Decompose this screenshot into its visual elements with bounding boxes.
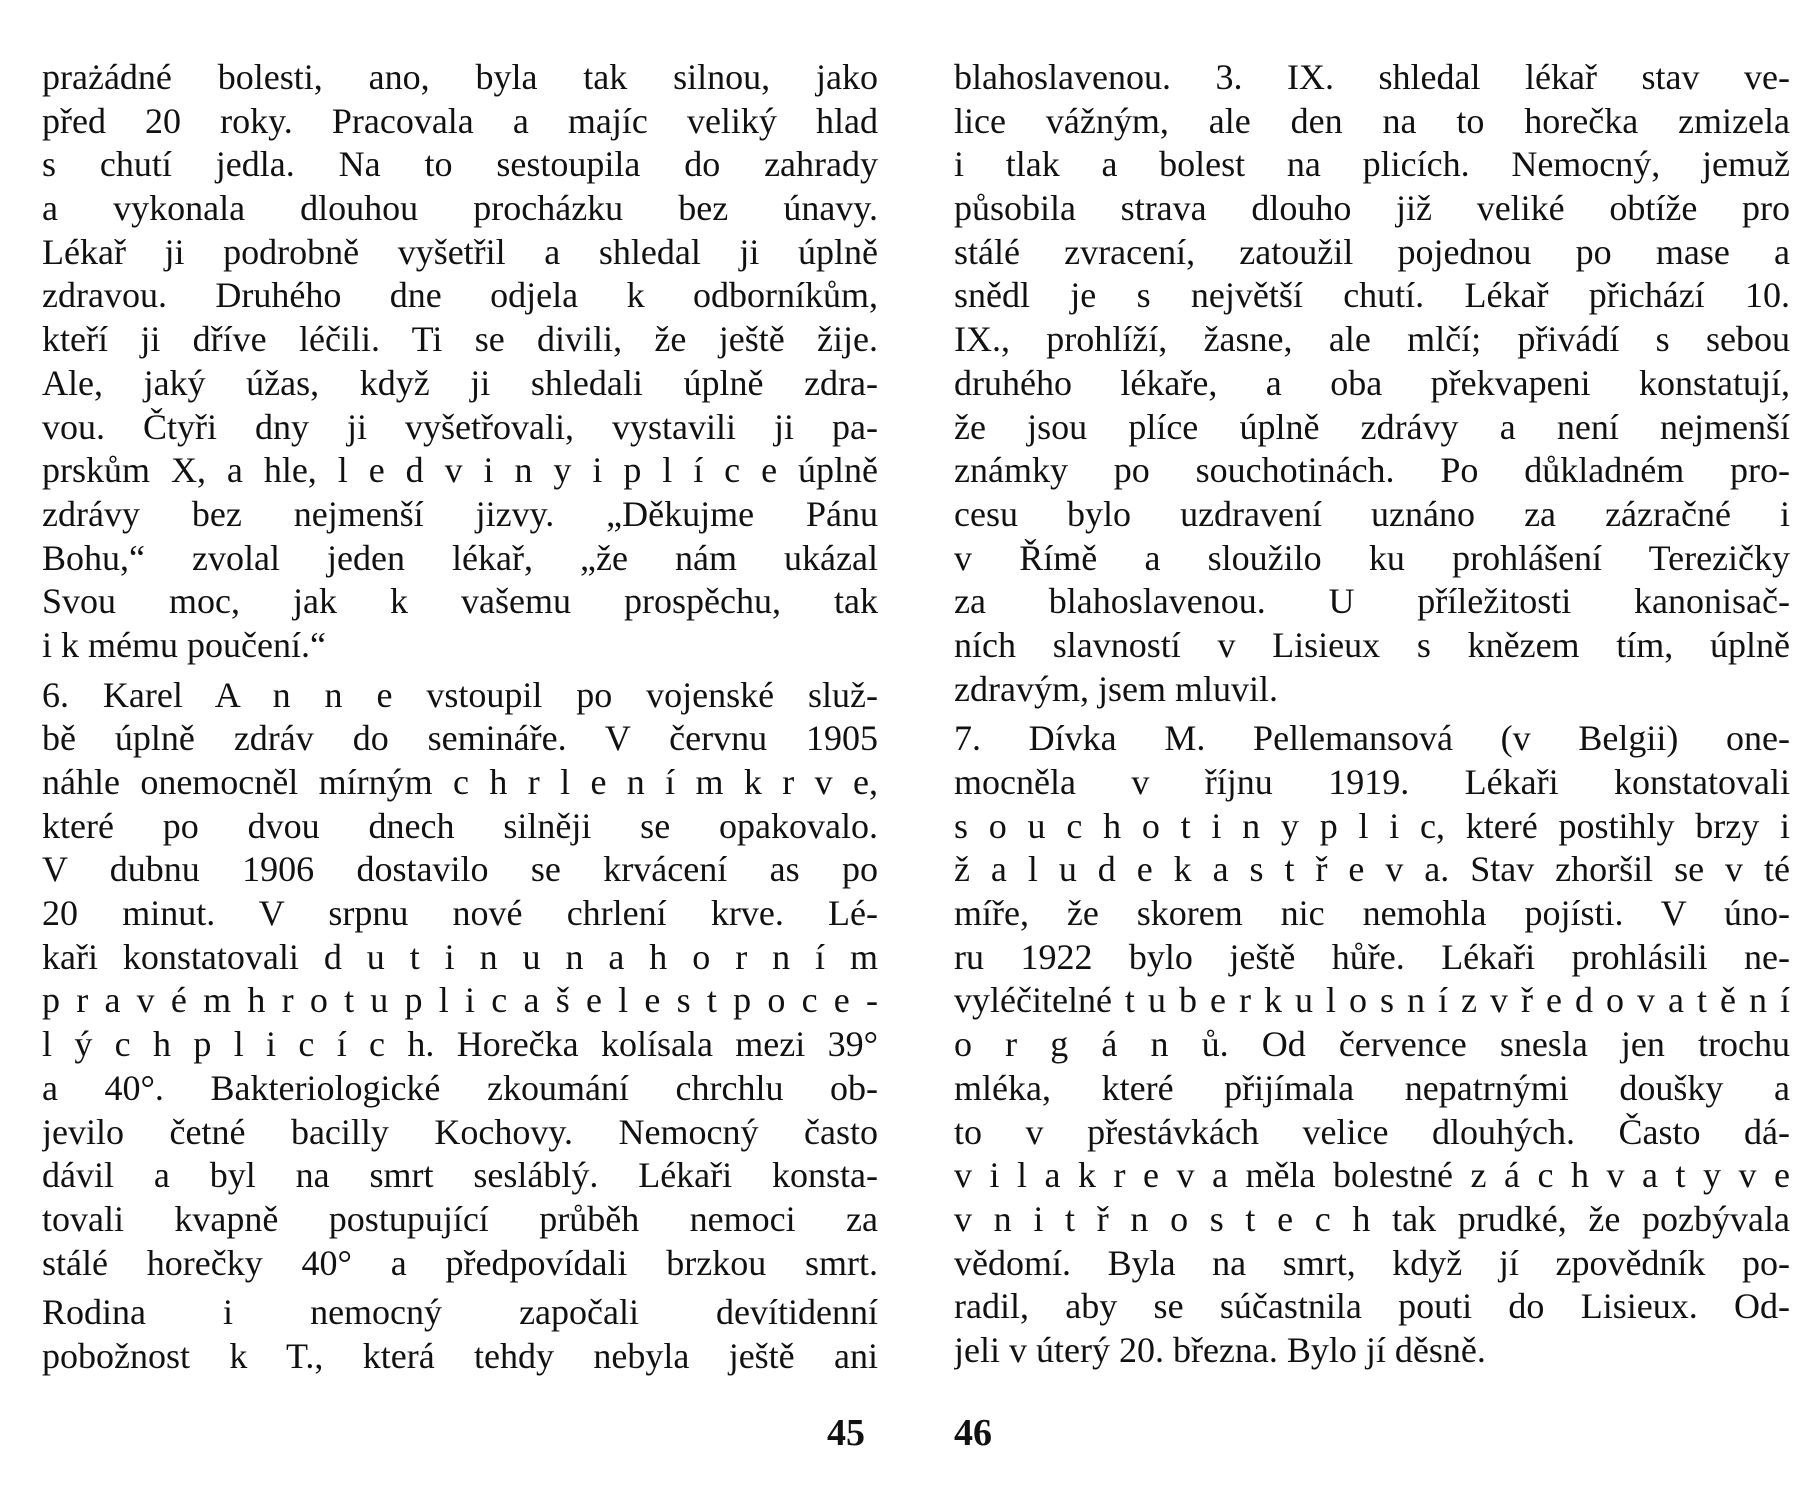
text-line: Bohu,“ zvolal jeden lékař, „že nám ukázal bbox=[42, 537, 878, 578]
text-line: snědl je s největší chutí. Lékař přichází 10. bbox=[954, 275, 1790, 316]
text-line: s o u c h o t i n y p l i c, které postihly brzy i bbox=[954, 805, 1790, 846]
text-line: prażádné bolesti, ano, byla tak silnou, jako bbox=[42, 57, 878, 97]
text-line: jeli v úterý 20. března. Bylo jí děsně. bbox=[954, 1329, 1486, 1370]
text-line: Lékař ji podrobně vyšetřil a shledal ji úplně bbox=[42, 231, 878, 272]
text-line: tovali kvapně postupující průběh nemoci za bbox=[42, 1198, 878, 1239]
left-page-text bbox=[42, 56, 878, 1379]
text-line: ních slavností v Lisieux s knězem tím, úplně bbox=[954, 624, 1790, 665]
text-line: známky po souchotinách. Po důkladném pro- bbox=[954, 450, 1790, 491]
right-page-number: 46 bbox=[954, 1412, 992, 1454]
text-line: náhle onemocněl mírným c h r l e n í m k r v e, bbox=[42, 762, 878, 802]
text-line: ž a l u d e k a s t ř e v a. Stav zhoršil se v té bbox=[954, 849, 1790, 890]
text-line: p r a v é m h r o t u p l i c a š e l e s t p o c e - bbox=[42, 980, 878, 1021]
text-line: lice vážným, ale den na to horečka zmizela bbox=[954, 100, 1790, 141]
text-line: že jsou plíce úplně zdrávy a není nejmenší bbox=[954, 406, 1790, 447]
text-line: jevilo četné bacilly Kochovy. Nemocný často bbox=[42, 1111, 878, 1152]
text-line: radil, aby se súčastnila pouti do Lisieux. Od- bbox=[954, 1286, 1790, 1327]
text-line: l ý c h p l i c í c h. Horečka kolísala mezi 39° bbox=[42, 1024, 878, 1065]
text-line: zdravým, jsem mluvil. bbox=[954, 668, 1278, 709]
text-line: kteří ji dříve léčili. Ti se divili, že ještě žije. bbox=[42, 319, 878, 360]
text-line: před 20 roky. Pracovala a majíc veliký hlad bbox=[42, 100, 878, 141]
text-line: působila strava dlouho již veliké obtíže pro bbox=[954, 188, 1790, 229]
text-line: V dubnu 1906 dostavilo se krvácení as po bbox=[42, 849, 878, 890]
text-line: zdrávy bez nejmenší jizvy. „Děkujme Pánu bbox=[42, 493, 878, 534]
text-line: kaři konstatovali d u t i n u n a h o r n í m bbox=[42, 936, 878, 977]
text-line: Rodina i nemocný započali devítidenní bbox=[42, 1292, 878, 1333]
text-line: i k mému poučení.“ bbox=[42, 624, 326, 665]
text-line: mléka, které přijímala nepatrnými doušky a bbox=[954, 1067, 1790, 1108]
text-line: které po dvou dnech silněji se opakovalo. bbox=[42, 805, 878, 846]
left-page-number: 45 bbox=[827, 1412, 865, 1454]
text-line: vědomí. Byla na smrt, když jí zpovědník po- bbox=[954, 1242, 1790, 1283]
text-line: cesu bylo uzdravení uznáno za zázračné i bbox=[954, 493, 1790, 534]
text-line: pobožnost k T., která tehdy nebyla ještě ani bbox=[42, 1335, 878, 1376]
text-line: bě úplně zdráv do semináře. V červnu 1905 bbox=[42, 718, 878, 759]
text-line: stálé horečky 40° a předpovídali brzkou smrt. bbox=[42, 1242, 878, 1283]
text-line: v n i t ř n o s t e c h tak prudké, že pozbývala bbox=[954, 1198, 1790, 1239]
text-line: ru 1922 bylo ještě hůře. Lékaři prohlásili ne- bbox=[954, 936, 1790, 977]
text-line: míře, že skorem nic nemohla pojísti. V úno- bbox=[954, 893, 1790, 934]
text-line: za blahoslavenou. U příležitosti kanonisač- bbox=[954, 581, 1790, 622]
text-line: blahoslavenou. 3. IX. shledal lékař stav ve- bbox=[954, 57, 1790, 97]
text-line: stálé zvracení, zatoužil pojednou po mase a bbox=[954, 231, 1790, 272]
text-line: to v přestávkách velice dlouhých. Často dá- bbox=[954, 1111, 1790, 1152]
text-line: a 40°. Bakteriologické zkoumání chrchlu ob- bbox=[42, 1067, 878, 1108]
text-line: v i l a k r e v a měla bolestné z á c h v a t y v e bbox=[954, 1155, 1790, 1196]
text-line: zdravou. Druhého dne odjela k odborníkům, bbox=[42, 275, 878, 316]
text-line: i tlak a bolest na plicích. Nemocný, jemuž bbox=[954, 144, 1790, 185]
text-line: druhého lékaře, a oba překvapeni konstatují, bbox=[954, 362, 1790, 403]
text-line: a vykonala dlouhou procházku bez únavy. bbox=[42, 188, 878, 229]
text-line: prskům X, a hle, l e d v i n y i p l í c e úplně bbox=[42, 450, 878, 491]
text-line: dávil a byl na smrt sesláblý. Lékaři konsta- bbox=[42, 1155, 878, 1196]
text-line: s chutí jedla. Na to sestoupila do zahrady bbox=[42, 144, 878, 185]
text-line: 6. Karel A n n e vstoupil po vojenské služ- bbox=[42, 674, 878, 715]
text-line: vyléčitelné t u b e r k u l o s n í z v ř e d o v a t ě n í bbox=[954, 980, 1790, 1021]
text-line: v Římě a sloužilo ku prohlášení Terezičky bbox=[954, 537, 1790, 578]
text-line: Ale, jaký úžas, když ji shledali úplně zdra- bbox=[42, 362, 878, 403]
text-line: o r g á n ů. Od července snesla jen trochu bbox=[954, 1024, 1790, 1065]
right-page-text bbox=[954, 56, 1790, 1373]
text-line: 7. Dívka M. Pellemansová (v Belgii) one- bbox=[954, 718, 1790, 759]
text-line: vou. Čtyři dny ji vyšetřovali, vystavili ji pa- bbox=[42, 406, 878, 447]
text-line: mocněla v říjnu 1919. Lékaři konstatovali bbox=[954, 762, 1790, 802]
text-line: Svou moc, jak k vašemu prospěchu, tak bbox=[42, 581, 878, 622]
text-line: IX., prohlíží, žasne, ale mlčí; přivádí s sebou bbox=[954, 319, 1790, 360]
text-line: 20 minut. V srpnu nové chrlení krve. Lé- bbox=[42, 893, 878, 934]
